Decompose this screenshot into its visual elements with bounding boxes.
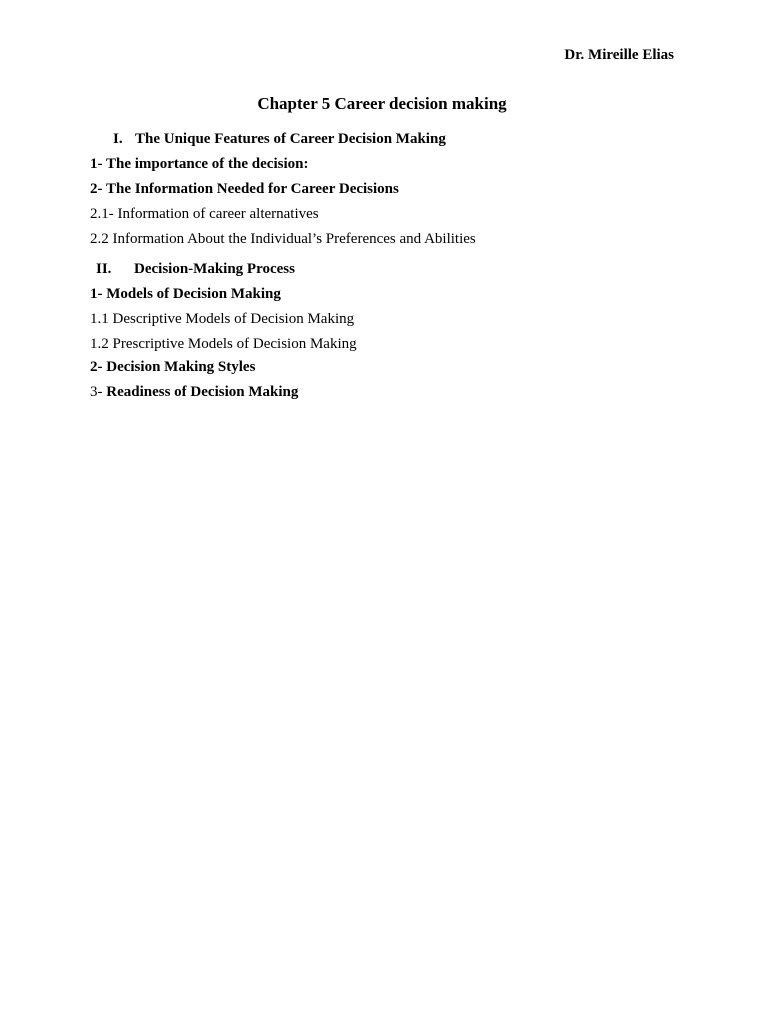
section-title: Decision-Making Process: [134, 261, 295, 277]
outline-item: 1- The importance of the decision:: [90, 156, 309, 172]
author-name: Dr. Mireille Elias: [564, 47, 674, 63]
section-title: The Unique Features of Career Decision Making: [135, 131, 446, 147]
section-heading-2: [96, 260, 295, 278]
outline-item: 2- Decision Making Styles: [90, 359, 256, 375]
outline-subitem: 2.1- Information of career alternatives: [90, 206, 319, 222]
section-numeral: II.: [96, 261, 112, 277]
outline-item: 2- The Information Needed for Career Decisions: [90, 181, 399, 197]
outline-subitem: 1.2 Prescriptive Models of Decision Making: [90, 336, 357, 352]
item-prefix: 3-: [90, 384, 107, 400]
outline-subitem: 2.2 Information About the Individual’s Preferences and Abilities: [90, 231, 476, 247]
outline-item: 1- Models of Decision Making: [90, 286, 281, 302]
outline-subitem: 1.1 Descriptive Models of Decision Making: [90, 311, 355, 327]
outline-item: [90, 383, 298, 401]
section-numeral: I.: [113, 131, 123, 147]
chapter-title: Chapter 5 Career decision making: [257, 94, 507, 113]
item-text: Readiness of Decision Making: [106, 384, 299, 400]
section-heading-1: [113, 130, 446, 148]
